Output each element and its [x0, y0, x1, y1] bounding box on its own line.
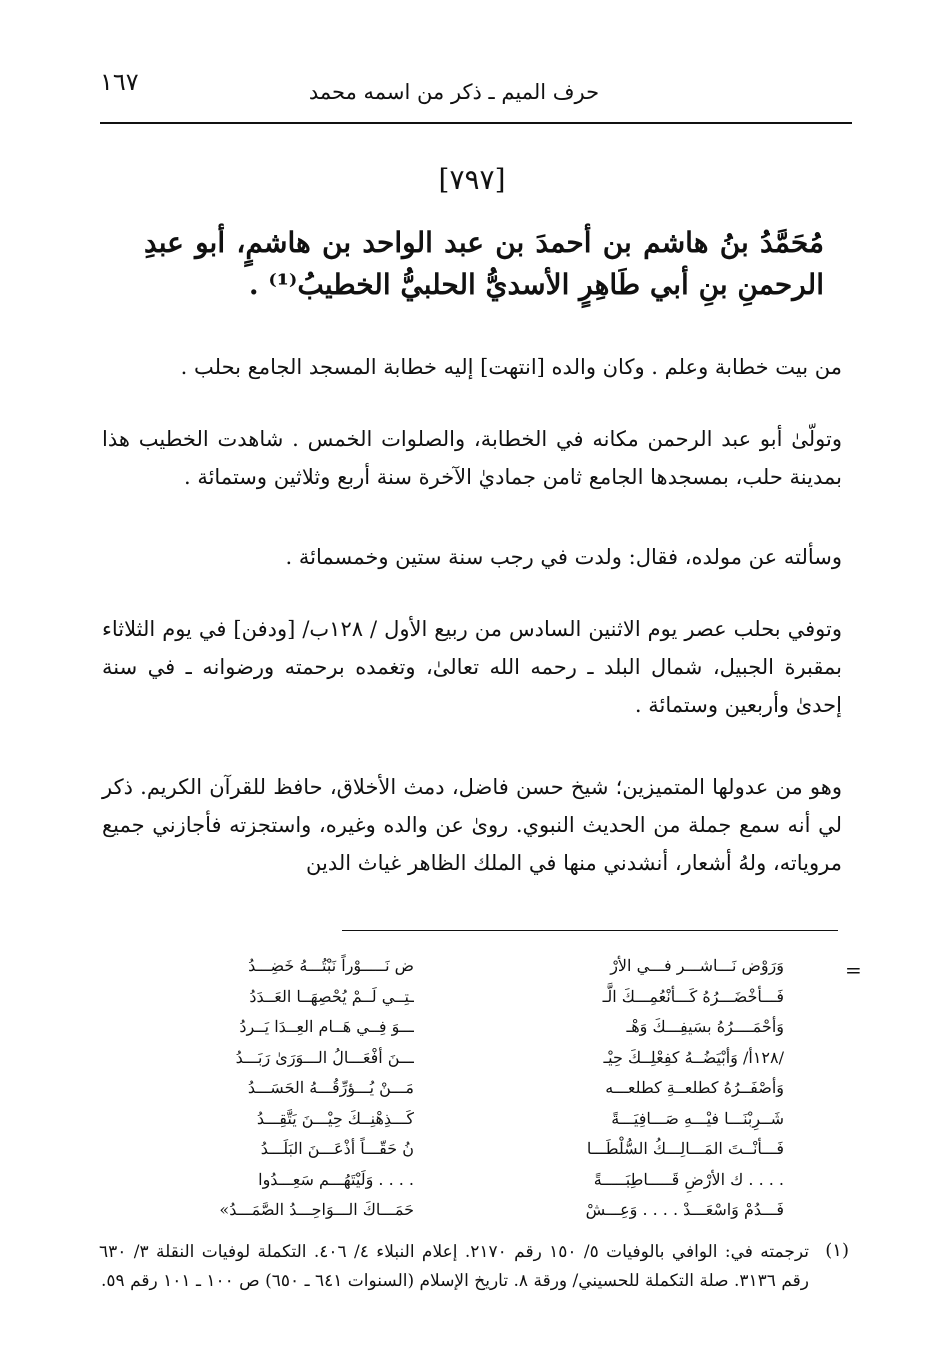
verse-second-hemistich: نُ حَقّـــاً أذْعَـــنَ البَلَـــدُ — [260, 1139, 414, 1158]
verse-second-hemistich: ـتِــي لَــمْ يُحْصِهَــا العَــدَدُ — [249, 986, 414, 1006]
poem — [84, 951, 784, 1226]
running-title: حرف الميم ـ ذكر من اسمه محمد — [308, 80, 600, 104]
footnote-rule — [342, 930, 838, 931]
verse-first-hemistich: فَـــأنْــتَ المَـــالِـــكُ السُّلْطَـــا — [586, 1139, 784, 1158]
verse-second-hemistich: ض نَـــــوْراً نَبْتُـــهُ خَضِـــدُ — [248, 956, 414, 975]
paragraph: وتوفي بحلب عصر يوم الاثنين السادس من ربيع الأول / ١٢٨ب/ [ودفن] في يوم الثلاثاء بمقبرة الجبيل، شمال البلد ـ رحمه الله تعالىٰ، وتغمده برحمته ورضوانه ـ في سنة إحدىٰ وأربعين وستمائة . — [102, 617, 842, 717]
footnote-text: ترجمته في: الوافي بالوفيات ٥/ ١٥٠ رقم ٢١٧٠. إعلام النبلاء ٤/ ٤٠٦. التكملة لوفيات النقلة ٣/ ٦٣٠ رقم ٣١٣٦. صلة التكملة للحسيني/ ورقة ٨. تاريخ الإسلام (السنوات ٦٤١ ـ ٦٥٠) ص ١٠٠ ـ ١٠١ رقم ٥٩. — [99, 1242, 809, 1291]
poem-verse — [84, 951, 784, 982]
page-number: ١٦٧ — [100, 68, 139, 96]
verse-second-hemistich: ـــوَ فِــي هَــام العِــدَا يَــردُ — [239, 1017, 414, 1036]
footnote-ref: (١) — [825, 1240, 849, 1261]
verse-second-hemistich: حَمَـــاكَ الـــوَاحِـــدُ الصَّمَـــدُ» — [219, 1200, 414, 1219]
verse-first-hemistich: . . . . ك الأرْضِ قَـــــاطِبَـــــةً — [593, 1169, 784, 1189]
entry-number: [٧٩٧] — [438, 163, 506, 196]
paragraph: من بيت خطابة وعلم . وكان والده [انتهت] إليه خطابة المسجد الجامع بحلب . — [180, 355, 842, 379]
verse-first-hemistich: /١٢٨أ/ وَأبْيَضُــهُ كفِعْلِــكَ حِيْـ — [603, 1047, 784, 1067]
paragraph: وهو من عدولها المتميزين؛ شيخ حسن فاضل، دمث الأخلاق، حافظ للقرآن الكريم. ذكر لي أنه سمع جملة من الحديث النبوي. روىٰ عن والده وغيره، واستجزته فأجازني جميع مروياته، ولهُ أشعار، أنشدني منها في الملك الظاهر غياث الدين — [102, 775, 842, 875]
poem-verse — [84, 1104, 784, 1135]
paragraph: وسألته عن مولده، فقال: ولدت في رجب سنة ستين وخمسمائة . — [285, 545, 842, 569]
verse-second-hemistich: . . . . وَلَيْتَهُـــم سَعِـــدُوا — [258, 1169, 414, 1189]
verse-first-hemistich: وَأصْفَــرُهُ كطلعــةِ كطلعـــه — [605, 1078, 784, 1097]
poem-verse — [84, 982, 784, 1013]
poem-verse — [84, 1195, 784, 1226]
continuation-mark: = — [845, 958, 862, 982]
verse-first-hemistich: وَأحْمَــــرُهُ بسَيفِـــكَ وَهْـ — [626, 1017, 784, 1036]
paragraph: وتولّىٰ أبو عبد الرحمن مكانه في الخطابة، والصلوات الخمس . شاهدت الخطيب هذا بمدينة حلب، بمسجدها الجامع ثامن جماديٰ الآخرة سنة أربع وثلاثين وستمائة . — [102, 427, 842, 489]
poem-verse — [84, 1134, 784, 1165]
header-rule — [100, 122, 852, 124]
verse-second-hemistich: مَـــنْ يُـــؤرِّقُـــهُ الحَسَـــدُ — [247, 1078, 414, 1097]
entry-title: مُحَمَّدُ بنُ هاشم بن أحمدَ بن عبد الواحد بن هاشمٍ، أبو عبدِ الرحمنِ بنِ أبي طَاهِرٍ الأسديُّ الحلبيُّ الخطيبُ⁽¹⁾ . — [144, 226, 824, 301]
verse-first-hemistich: شَــرِبْنَـــا فيْـــهِ صَـــافِيَـــةً — [611, 1108, 784, 1128]
poem-verse — [84, 1043, 784, 1074]
verse-first-hemistich: فَـــدُمْ وَاسْعَـــدْ . . . . وَعِـــشْ — [585, 1200, 784, 1219]
verse-first-hemistich: وَرَوْض نَـــاشـــر فـــي الأرْ — [610, 956, 784, 975]
verse-second-hemistich: كَـــذِهْنِــكَ حِيْـــنَ يَتَّقِـــدُ — [256, 1108, 414, 1128]
verse-second-hemistich: ـــنَ أفْعَـــالُ الـــوَرَىٰ رَبَـــدُ — [235, 1047, 414, 1067]
poem-verse — [84, 1165, 784, 1196]
poem-verse — [84, 1073, 784, 1104]
verse-first-hemistich: فَـــأخْضَـــرُهُ كَـــأنْعُمِـــكَ الَّـ — [602, 986, 784, 1006]
poem-verse — [84, 1012, 784, 1043]
